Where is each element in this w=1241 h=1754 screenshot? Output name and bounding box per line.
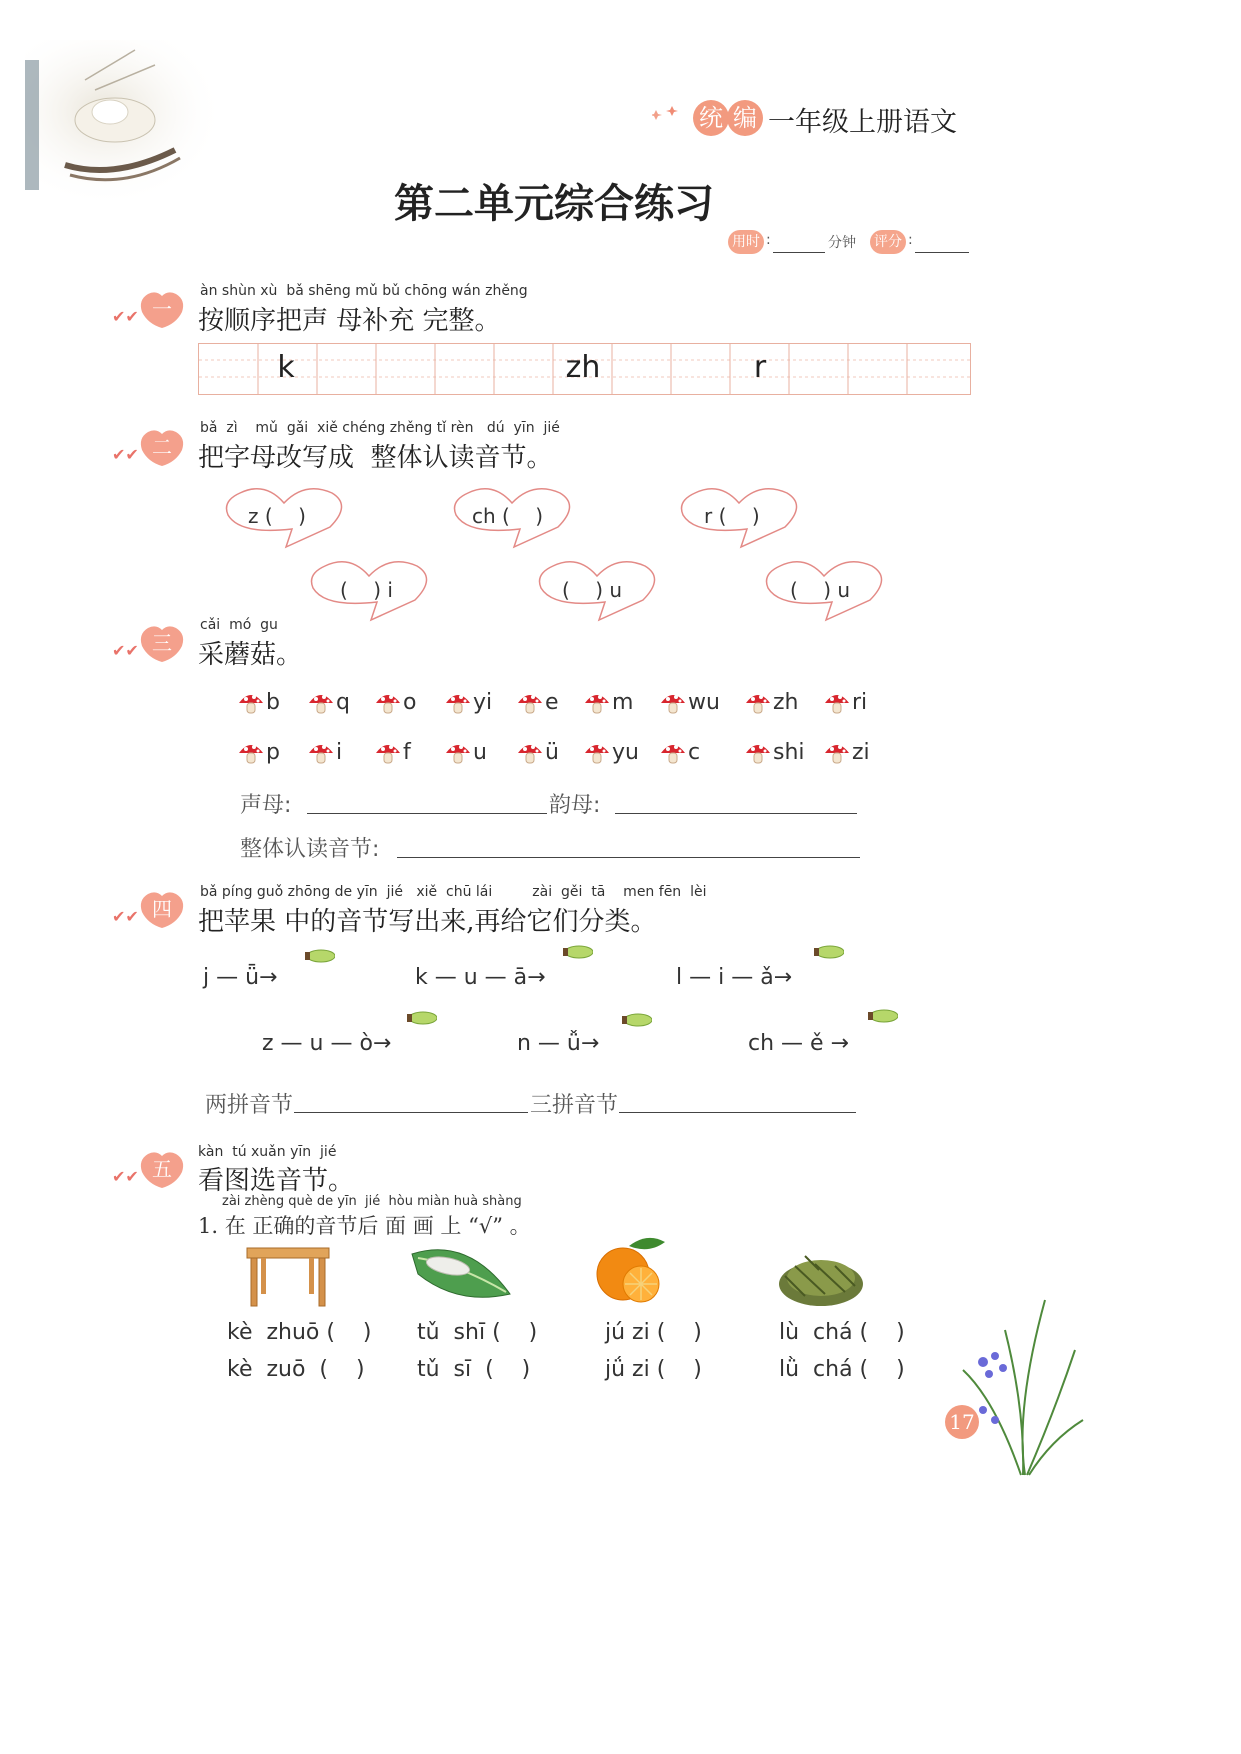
heart-u-2[interactable]: ( ) u bbox=[790, 578, 851, 602]
grade-label: 评分 bbox=[870, 230, 906, 254]
syllable-seq-2: k — u — ā→ bbox=[415, 965, 546, 990]
grid-cell-r: r bbox=[753, 349, 767, 385]
heart-z[interactable]: z ( ) bbox=[248, 504, 306, 528]
three-spell-label: 三拼音节 bbox=[530, 1093, 619, 1118]
mushroom-e[interactable]: e bbox=[517, 690, 559, 715]
heart-ch[interactable]: ch ( ) bbox=[472, 504, 544, 528]
apple-slice-icon bbox=[812, 942, 844, 960]
time-label: 用时 bbox=[728, 230, 764, 254]
orchid-decoration bbox=[955, 1290, 1085, 1480]
section-4-number: 四 bbox=[152, 897, 172, 921]
mushroom-icon bbox=[517, 741, 543, 765]
mushroom-icon bbox=[445, 691, 471, 715]
time-blank[interactable] bbox=[773, 232, 825, 253]
three-spell-answer-line[interactable] bbox=[619, 1088, 856, 1113]
mushroom-zi[interactable]: zi bbox=[824, 740, 870, 765]
mushroom-f[interactable]: f bbox=[375, 740, 411, 765]
mushroom-icon bbox=[517, 691, 543, 715]
grid-cell-zh: zh bbox=[565, 349, 601, 385]
mushroom-o[interactable]: o bbox=[375, 690, 416, 715]
option-tu-si[interactable]: tǔ sī ( ) bbox=[417, 1357, 531, 1382]
section-1-instruction: 按顺序把声 母补充 完整。 bbox=[198, 306, 501, 336]
mushroom-icon bbox=[308, 741, 334, 765]
silkworm-leaf-picture bbox=[408, 1244, 514, 1304]
mushroom-v[interactable]: ü bbox=[517, 740, 559, 765]
mushroom-zh[interactable]: zh bbox=[745, 690, 799, 715]
apple-slice-icon bbox=[866, 1006, 898, 1024]
section-5-number: 五 bbox=[152, 1157, 172, 1181]
mushroom-yu[interactable]: yu bbox=[584, 740, 639, 765]
whole-syllable-answer-line[interactable] bbox=[397, 833, 860, 858]
page-title: 第二单元综合练习 bbox=[394, 180, 714, 227]
series-tag-1: 统 bbox=[693, 100, 729, 136]
mushroom-icon bbox=[238, 691, 264, 715]
section-5-sub-pinyin: zài zhèng què de yīn jié hòu miàn huà shàng bbox=[222, 1194, 522, 1209]
mushroom-icon bbox=[238, 741, 264, 765]
apple-slice-icon bbox=[303, 946, 335, 964]
section-4-badge bbox=[112, 890, 188, 934]
svg-text:✔✔: ✔✔ bbox=[112, 1167, 139, 1186]
option-lu-cha-1[interactable]: lù chá ( ) bbox=[779, 1320, 905, 1345]
mushroom-icon bbox=[584, 741, 610, 765]
minute-unit: 分钟 bbox=[828, 235, 856, 251]
option-lu-cha-2[interactable]: lǜ chá ( ) bbox=[779, 1357, 905, 1382]
syllable-seq-3: l — i — ǎ→ bbox=[676, 965, 793, 990]
apple-slice-icon bbox=[405, 1008, 437, 1026]
grid-cell-k: k bbox=[277, 349, 295, 385]
section-5-instruction: 看图选音节。 bbox=[198, 1166, 355, 1196]
section-4-pinyin: bǎ píng guǒ zhōng de yīn jié xiě chū lái zài gěi tā men fēn lèi bbox=[200, 884, 707, 900]
svg-text:✔✔: ✔✔ bbox=[112, 641, 139, 660]
svg-text:✔✔: ✔✔ bbox=[112, 307, 139, 326]
mushroom-icon bbox=[308, 691, 334, 715]
mushroom-icon bbox=[824, 741, 850, 765]
mushroom-icon bbox=[445, 741, 471, 765]
section-4-instruction: 把苹果 中的音节写出来,再给它们分类。 bbox=[198, 907, 657, 937]
syllable-seq-5: n — ǚ→ bbox=[517, 1031, 600, 1056]
apple-slice-icon bbox=[620, 1010, 652, 1028]
mushroom-c[interactable]: c bbox=[660, 740, 700, 765]
mushroom-icon bbox=[824, 691, 850, 715]
mushroom-u[interactable]: u bbox=[445, 740, 487, 765]
mushroom-icon bbox=[375, 691, 401, 715]
section-3-pinyin: cǎi mó gu bbox=[200, 617, 278, 633]
heart-u-1[interactable]: ( ) u bbox=[562, 578, 623, 602]
mushroom-q[interactable]: q bbox=[308, 690, 350, 715]
mushroom-shi[interactable]: shi bbox=[745, 740, 805, 765]
mushroom-b[interactable]: b bbox=[238, 690, 280, 715]
section-3-instruction: 采蘑菇。 bbox=[198, 640, 303, 670]
option-ke-zhuo[interactable]: kè zhuō ( ) bbox=[227, 1320, 372, 1345]
syllable-seq-4: z — u — ò→ bbox=[262, 1031, 392, 1056]
mushroom-ri[interactable]: ri bbox=[824, 690, 867, 715]
option-ju-zi-1[interactable]: jú zi ( ) bbox=[605, 1320, 702, 1345]
svg-text:✔✔: ✔✔ bbox=[112, 907, 139, 926]
section-1-badge bbox=[112, 290, 188, 334]
mushroom-icon bbox=[660, 691, 686, 715]
section-2-instruction: 把字母改写成 整体认读音节。 bbox=[198, 443, 553, 473]
heart-i[interactable]: ( ) i bbox=[340, 578, 393, 602]
mushroom-icon bbox=[745, 691, 771, 715]
series-tag-2: 编 bbox=[727, 100, 763, 136]
grade-blank[interactable] bbox=[915, 232, 969, 253]
section-2-badge bbox=[112, 428, 188, 472]
finals-answer-line[interactable] bbox=[615, 789, 857, 814]
section-1-pinyin: àn shùn xù bǎ shēng mǔ bǔ chōng wán zhěng bbox=[200, 283, 528, 299]
mushroom-icon bbox=[375, 741, 401, 765]
mushroom-m[interactable]: m bbox=[584, 690, 633, 715]
heart-r[interactable]: r ( ) bbox=[704, 504, 760, 528]
syllable-seq-6: ch — ě → bbox=[748, 1031, 849, 1056]
section-3-number: 三 bbox=[152, 631, 172, 655]
section-2-number: 二 bbox=[152, 435, 172, 459]
two-spell-answer-line[interactable] bbox=[294, 1088, 528, 1113]
section-3-badge bbox=[112, 624, 188, 668]
section-5-badge bbox=[112, 1150, 188, 1194]
finals-label: 韵母: bbox=[549, 793, 601, 818]
whole-syllable-label: 整体认读音节: bbox=[240, 837, 380, 862]
apple-slice-icon bbox=[561, 942, 593, 960]
section-5-sub-instruction: 1. 在 正确的音节后 面 画 上 “√” 。 bbox=[198, 1214, 531, 1238]
pinyin-grid bbox=[198, 343, 971, 395]
section-2-pinyin: bǎ zì mǔ gǎi xiě chéng zhěng tǐ rèn dú yīn jié bbox=[200, 420, 560, 436]
page-number: 17 bbox=[945, 1405, 979, 1439]
syllable-seq-1: j — ǖ→ bbox=[203, 965, 278, 990]
mushroom-i[interactable]: i bbox=[308, 740, 342, 765]
option-ju-zi-2[interactable]: jǘ zi ( ) bbox=[605, 1357, 702, 1382]
initials-label: 声母: bbox=[240, 793, 292, 818]
mushroom-yi[interactable]: yi bbox=[445, 690, 492, 715]
book-title: 一年级上册语文 bbox=[768, 107, 957, 138]
mushroom-icon bbox=[584, 691, 610, 715]
time-colon: : bbox=[766, 232, 771, 248]
orange-picture bbox=[595, 1232, 669, 1306]
decorative-stars bbox=[652, 104, 680, 124]
option-ke-zuo[interactable]: kè zuō ( ) bbox=[227, 1357, 365, 1382]
mushroom-icon bbox=[660, 741, 686, 765]
mushroom-p[interactable]: p bbox=[238, 740, 280, 765]
grade-colon: : bbox=[908, 232, 913, 248]
mushroom-icon bbox=[745, 741, 771, 765]
tea-leaves-picture bbox=[775, 1236, 867, 1310]
initials-answer-line[interactable] bbox=[307, 789, 547, 814]
option-tu-shi[interactable]: tǔ shī ( ) bbox=[417, 1320, 538, 1345]
section-5-pinyin: kàn tú xuǎn yīn jié bbox=[198, 1144, 337, 1160]
section-1-number: 一 bbox=[152, 297, 172, 321]
svg-text:✔✔: ✔✔ bbox=[112, 445, 139, 464]
table-picture bbox=[245, 1246, 331, 1308]
mushroom-wu[interactable]: wu bbox=[660, 690, 720, 715]
two-spell-label: 两拼音节 bbox=[205, 1093, 294, 1118]
